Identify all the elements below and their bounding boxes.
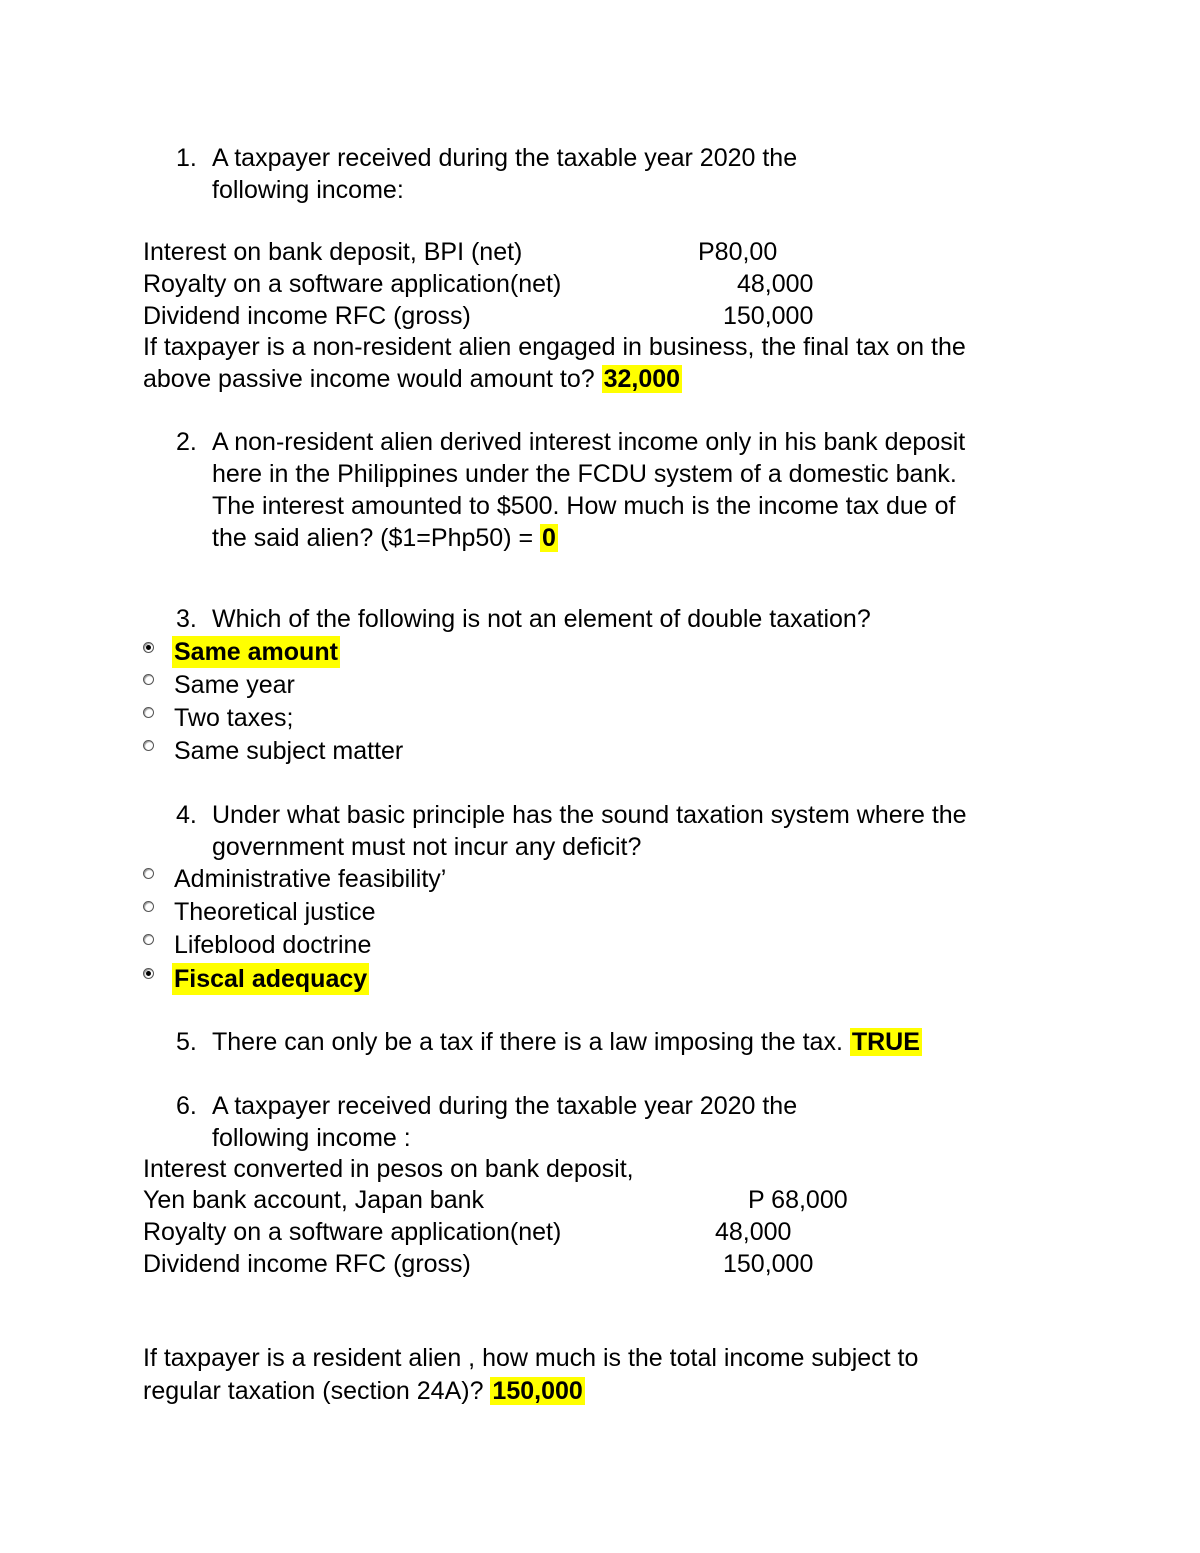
radio-button[interactable] [143,868,154,879]
option-label[interactable]: Two taxes; [174,704,294,732]
income-label: Royalty on a software application(net) [143,1218,562,1246]
radio-button[interactable] [143,740,154,751]
option-label[interactable]: Lifeblood doctrine [174,931,372,959]
question-number: 4. [176,801,197,829]
question-number: 3. [176,605,197,633]
option-label[interactable]: Fiscal adequacy [174,965,368,993]
question-text: A taxpayer received during the taxable year 2020 the [212,144,798,172]
income-amount: P80,00 [698,238,778,266]
income-amount: 48,000 [715,1218,792,1246]
radio-button[interactable] [143,674,154,685]
question-text: The interest amounted to $500. How much is the income tax due of [212,492,956,520]
question-text [143,363,682,395]
option-label[interactable]: Theoretical justice [174,898,376,926]
option-label[interactable]: Same amount [174,638,338,666]
question-text [143,1375,585,1407]
question-text: Interest converted in pesos on bank deposit, [143,1155,634,1183]
highlighted-answer: 32,000 [603,365,681,393]
question-text [212,522,558,554]
highlighted-answer: 0 [542,524,556,552]
radio-button-selected[interactable] [143,642,154,653]
income-label: Dividend income RFC (gross) [143,302,471,330]
question-text: If taxpayer is a non-resident alien engaged in business, the final tax on the [143,333,966,361]
income-label: Royalty on a software application(net) [143,270,562,298]
question-text: following income: [212,176,404,204]
question-text: here in the Philippines under the FCDU system of a domestic bank. [212,460,957,488]
radio-button[interactable] [143,707,154,718]
radio-button[interactable] [143,934,154,945]
question-text: Which of the following is not an element of double taxation? [212,605,871,633]
highlighted-answer: TRUE [851,1028,920,1056]
question-text: A non-resident alien derived interest income only in his bank deposit [212,428,966,456]
radio-button-selected[interactable] [143,968,154,979]
question-text: If taxpayer is a resident alien , how much is the total income subject to [143,1344,919,1372]
question-number: 2. [176,428,197,456]
income-label: Interest on bank deposit, BPI (net) [143,238,523,266]
question-text: following income : [212,1124,411,1152]
question-text-part: regular taxation (section 24A)? [143,1377,484,1405]
question-number: 1. [176,144,197,172]
option-label[interactable]: Same year [174,671,295,699]
income-amount: P 68,000 [748,1186,848,1214]
question-number: 5. [176,1028,197,1056]
radio-button[interactable] [143,901,154,912]
highlighted-answer: 150,000 [492,1377,583,1405]
question-text-part: the said alien? ($1=Php50) = [212,524,534,552]
question-text: A taxpayer received during the taxable year 2020 the [212,1092,798,1120]
income-amount: 150,000 [723,1250,814,1278]
question-text [212,1026,922,1058]
question-number: 6. [176,1092,197,1120]
income-amount: 48,000 [737,270,814,298]
question-text-part: There can only be a tax if there is a law imposing the tax. [212,1028,843,1056]
option-label[interactable]: Administrative feasibility’ [174,865,447,893]
question-text: Under what basic principle has the sound taxation system where the [212,801,967,829]
income-label: Dividend income RFC (gross) [143,1250,471,1278]
option-label[interactable]: Same subject matter [174,737,404,765]
question-text: government must not incur any deficit? [212,833,642,861]
question-text-part: above passive income would amount to? [143,365,595,393]
income-amount: 150,000 [723,302,814,330]
income-label: Yen bank account, Japan bank [143,1186,485,1214]
